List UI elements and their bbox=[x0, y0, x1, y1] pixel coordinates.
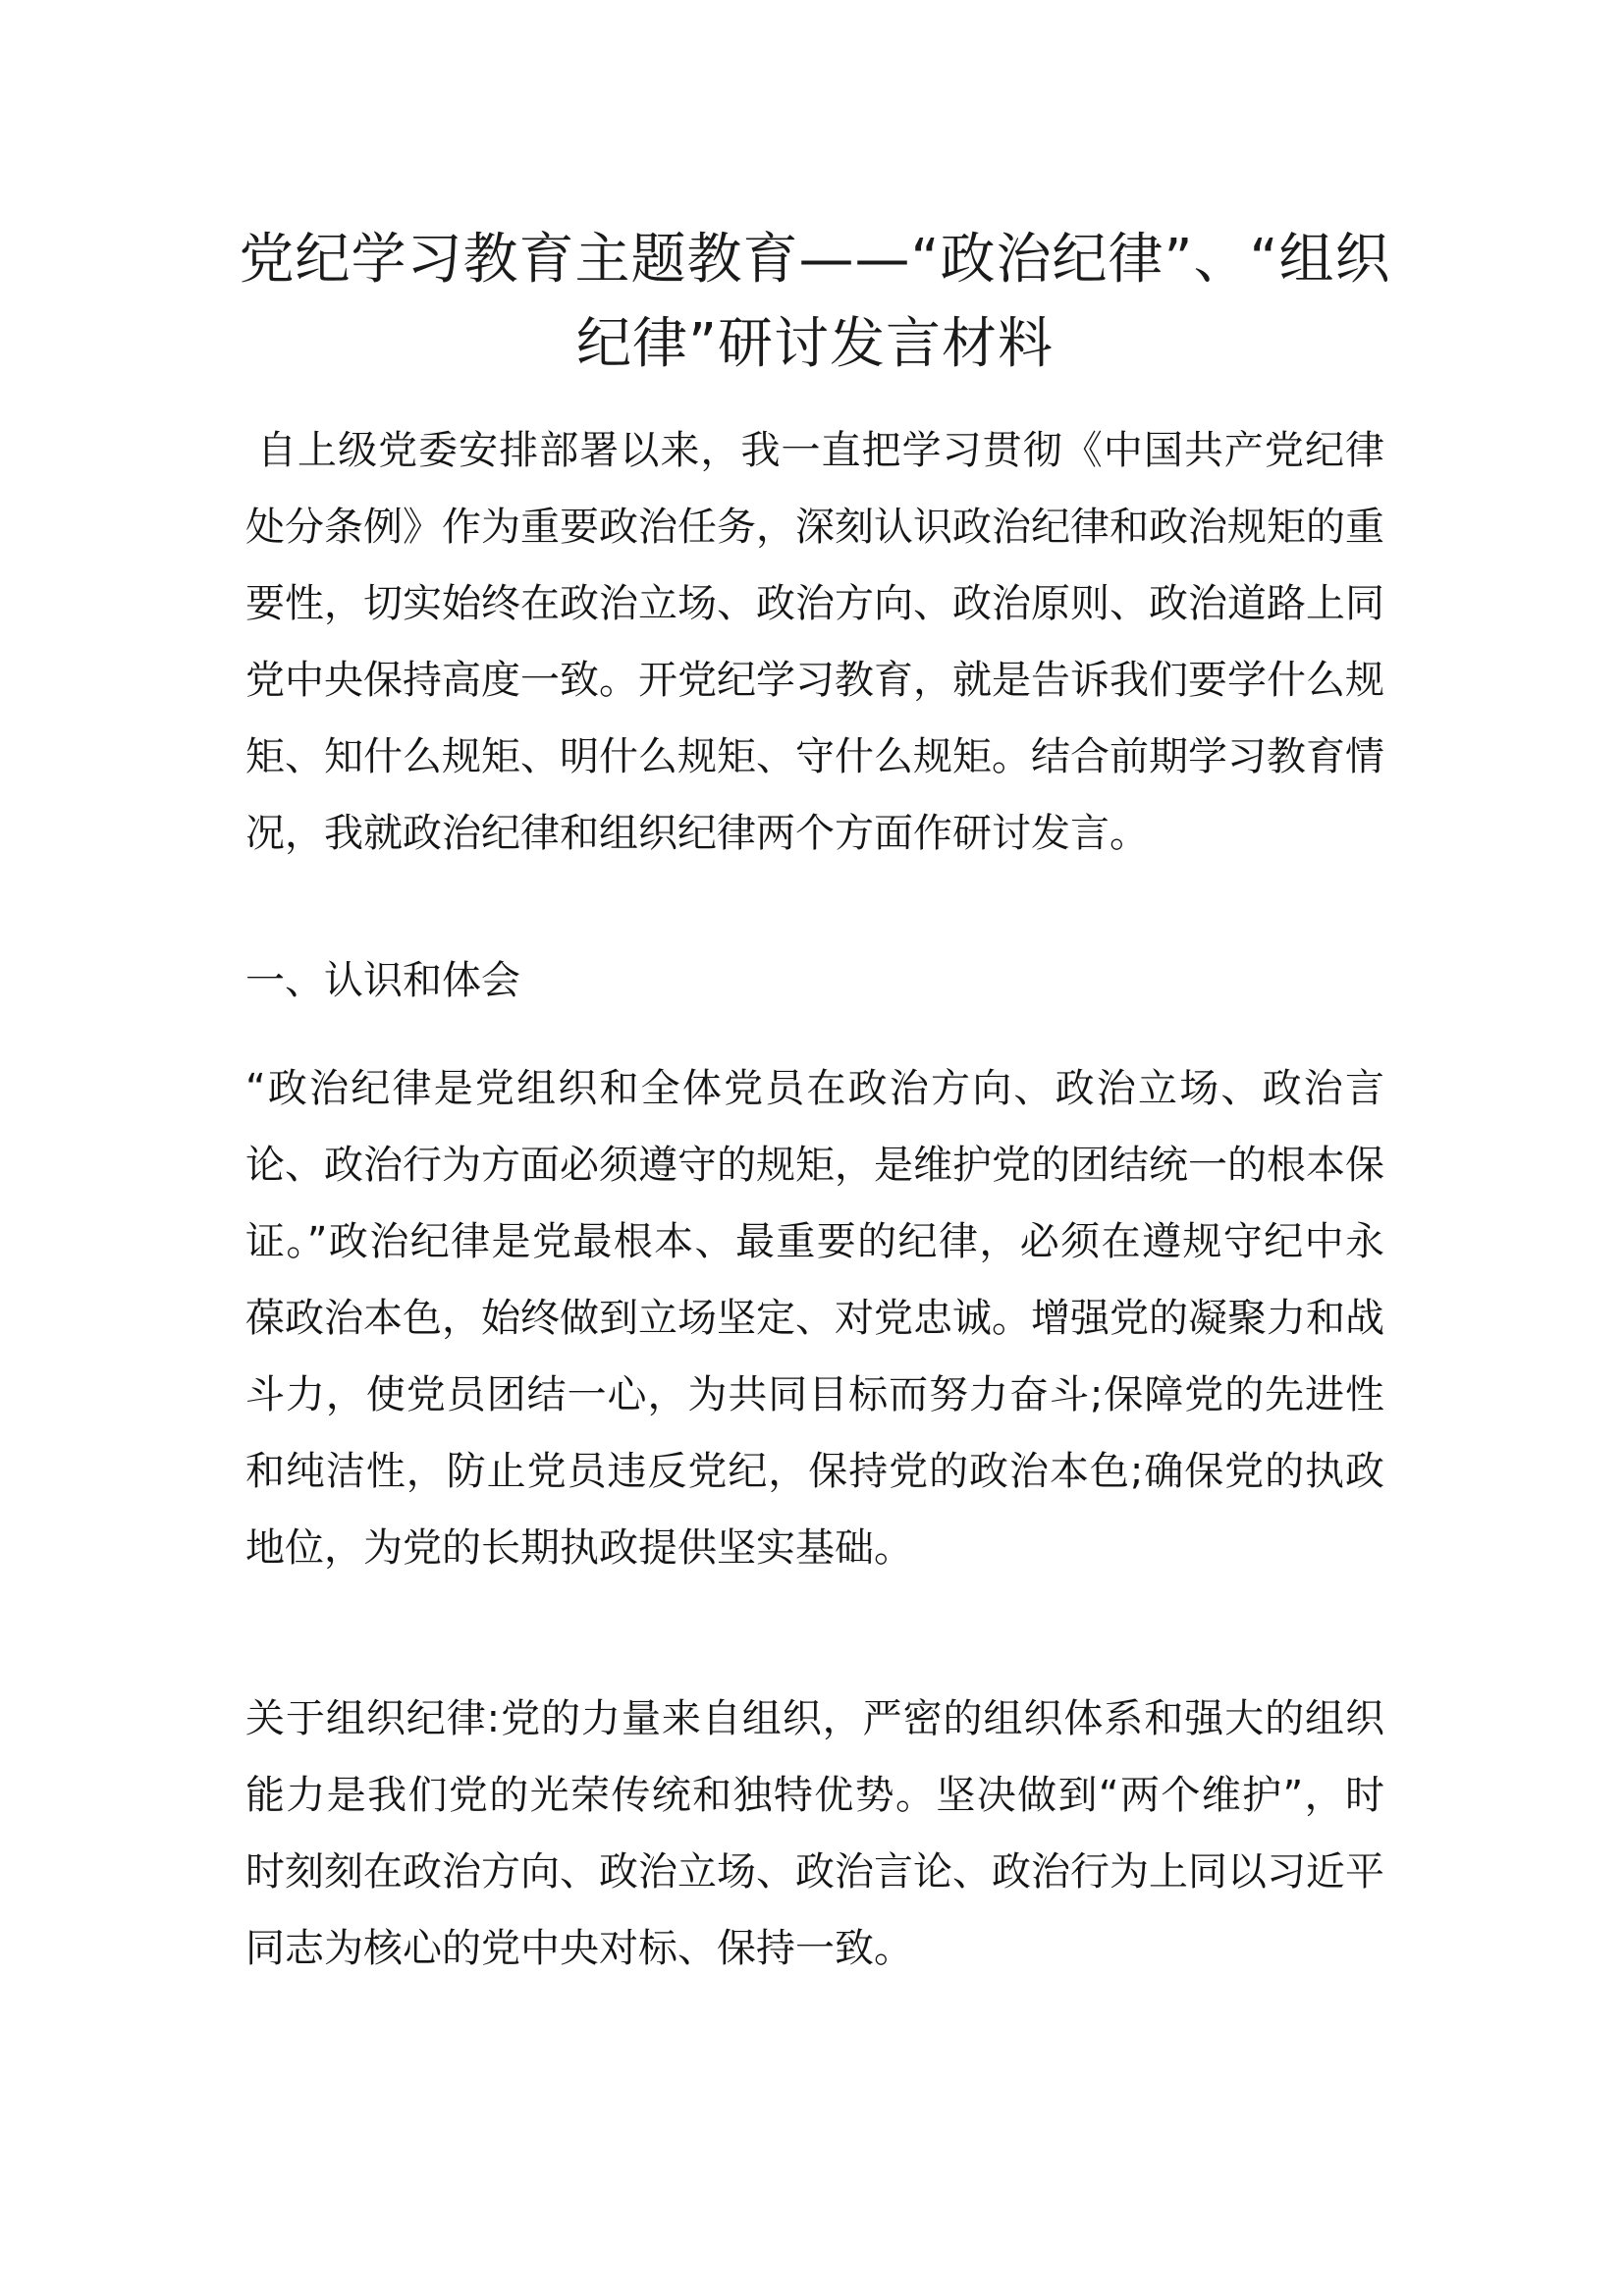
political-discipline-paragraph: “政治纪律是党组织和全体党员在政治方向、政治立场、政治言论、政治行为方面必须遵守的规矩，是维护党的团结统一的根本保证。”政治纪律是党最根本、最重要的纪律，必须在遵规守纪中永葆政治本色，始终做到立场坚定、对党忠诚。增强党的凝聚力和战斗力，使党员团结一心，为共同目标而努力奋斗;保障党的先进性和纯洁性，防止党员违反党纪，保持党的政治本色;确保党的执政地位，为党的长期执政提供坚实基础。 bbox=[245, 1066, 1384, 1571]
section-heading-understanding: 一、认识和体会 bbox=[245, 958, 520, 1003]
document-title: 党纪学习教育主题教育——“政治纪律”、“组织纪律”研讨发言材料 bbox=[239, 228, 1391, 376]
organization-discipline-paragraph: 关于组织纪律:党的力量来自组织，严密的组织体系和强大的组织能力是我们党的光荣传统和独特优势。坚决做到“两个维护”，时时刻刻在政治方向、政治立场、政治言论、政治行为上同以习近平同志为核心的党中央对标、保持一致。 bbox=[245, 1696, 1384, 1971]
intro-paragraph: 自上级党委安排部署以来，我一直把学习贯彻《中国共产党纪律处分条例》作为重要政治任务，深刻认识政治纪律和政治规矩的重要性，切实始终在政治立场、政治方向、政治原则、政治道路上同党中央保持高度一致。开党纪学习教育，就是告诉我们要学什么规矩、知什么规矩、明什么规矩、守什么规矩。结合前期学习教育情况，我就政治纪律和组织纪律两个方面作研讨发言。 bbox=[245, 428, 1384, 856]
